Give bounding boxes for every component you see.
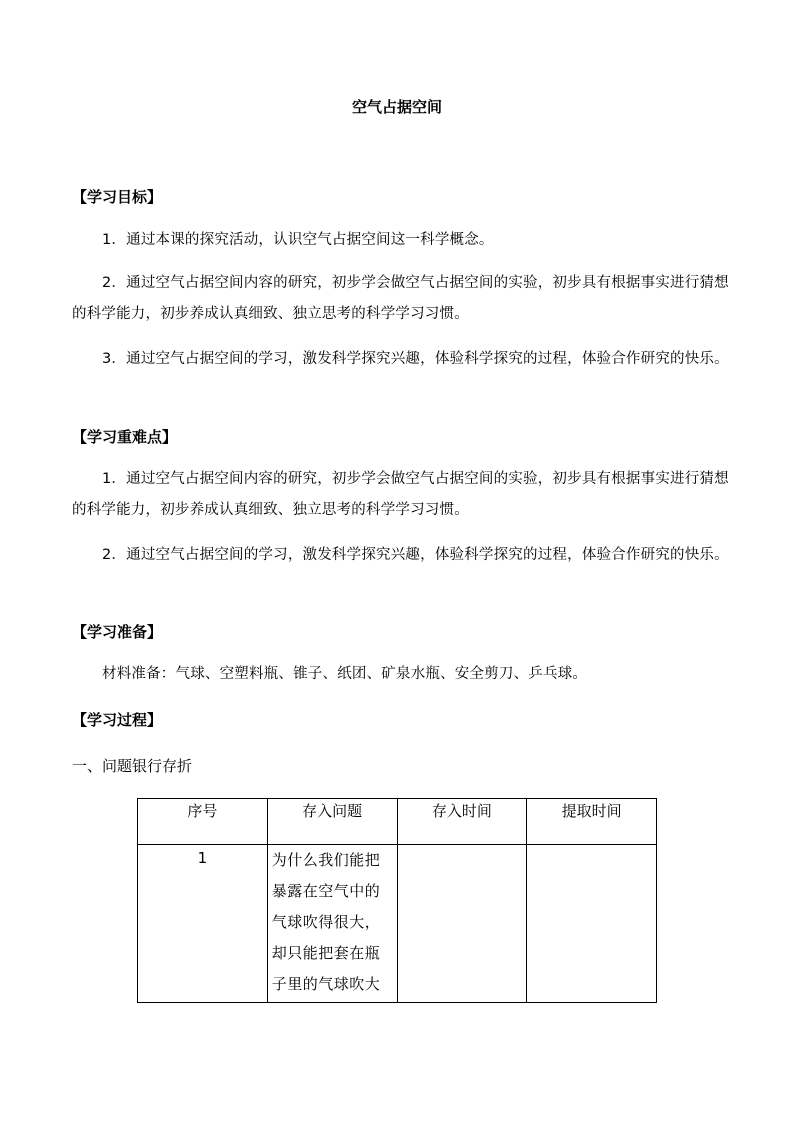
table-header-row <box>138 799 657 845</box>
table-header-deposit-time: 存入时间 <box>397 799 527 845</box>
question-bank-table <box>137 798 657 1003</box>
table-cell-deposit-time <box>397 845 527 1003</box>
goal-item-2: 2．通过空气占据空间内容的研究，初步学会做空气占据空间的实验，初步具有根据事实进行猜想的科学能力，初步养成认真细致、独立思考的科学学习习惯。 <box>72 275 729 322</box>
table-cell-withdraw-time <box>527 845 657 1003</box>
document-title: 空气占据空间 <box>351 98 442 116</box>
table-header-withdraw-time: 提取时间 <box>527 799 657 845</box>
table-cell-question: 为什么我们能把暴露在空气中的气球吹得很大，却只能把套在瓶子里的气球吹大 <box>267 845 397 1003</box>
heading-key-points: 【学习重难点】 <box>72 428 178 446</box>
keypoint-item-2: 2．通过空气占据空间的学习，激发科学探究兴趣，体验科学探究的过程，体验合作研究的快乐。 <box>102 547 729 563</box>
keypoint-item-1: 1．通过空气占据空间内容的研究，初步学会做空气占据空间的实验，初步具有根据事实进行猜想的科学能力，初步养成认真细致、独立思考的科学学习习惯。 <box>72 471 729 518</box>
preparation-materials: 材料准备：气球、空塑料瓶、锥子、纸团、矿泉水瓶、安全剪刀、乒乓球。 <box>102 666 588 682</box>
table-cell-number: 1 <box>138 845 268 1003</box>
goal-item-3: 3．通过空气占据空间的学习，激发科学探究兴趣，体验科学探究的过程，体验合作研究的快乐。 <box>102 351 729 367</box>
table-row <box>138 845 657 1003</box>
heading-learning-goals: 【学习目标】 <box>72 188 163 206</box>
heading-learning-process: 【学习过程】 <box>72 711 163 729</box>
table-header-question: 存入问题 <box>267 799 397 845</box>
table-header-number: 序号 <box>138 799 268 845</box>
heading-preparation: 【学习准备】 <box>72 623 163 641</box>
subheading-question-bank: 一、问题银行存折 <box>72 757 193 775</box>
goal-item-1: 1．通过本课的探究活动，认识空气占据空间这一科学概念。 <box>102 232 494 248</box>
